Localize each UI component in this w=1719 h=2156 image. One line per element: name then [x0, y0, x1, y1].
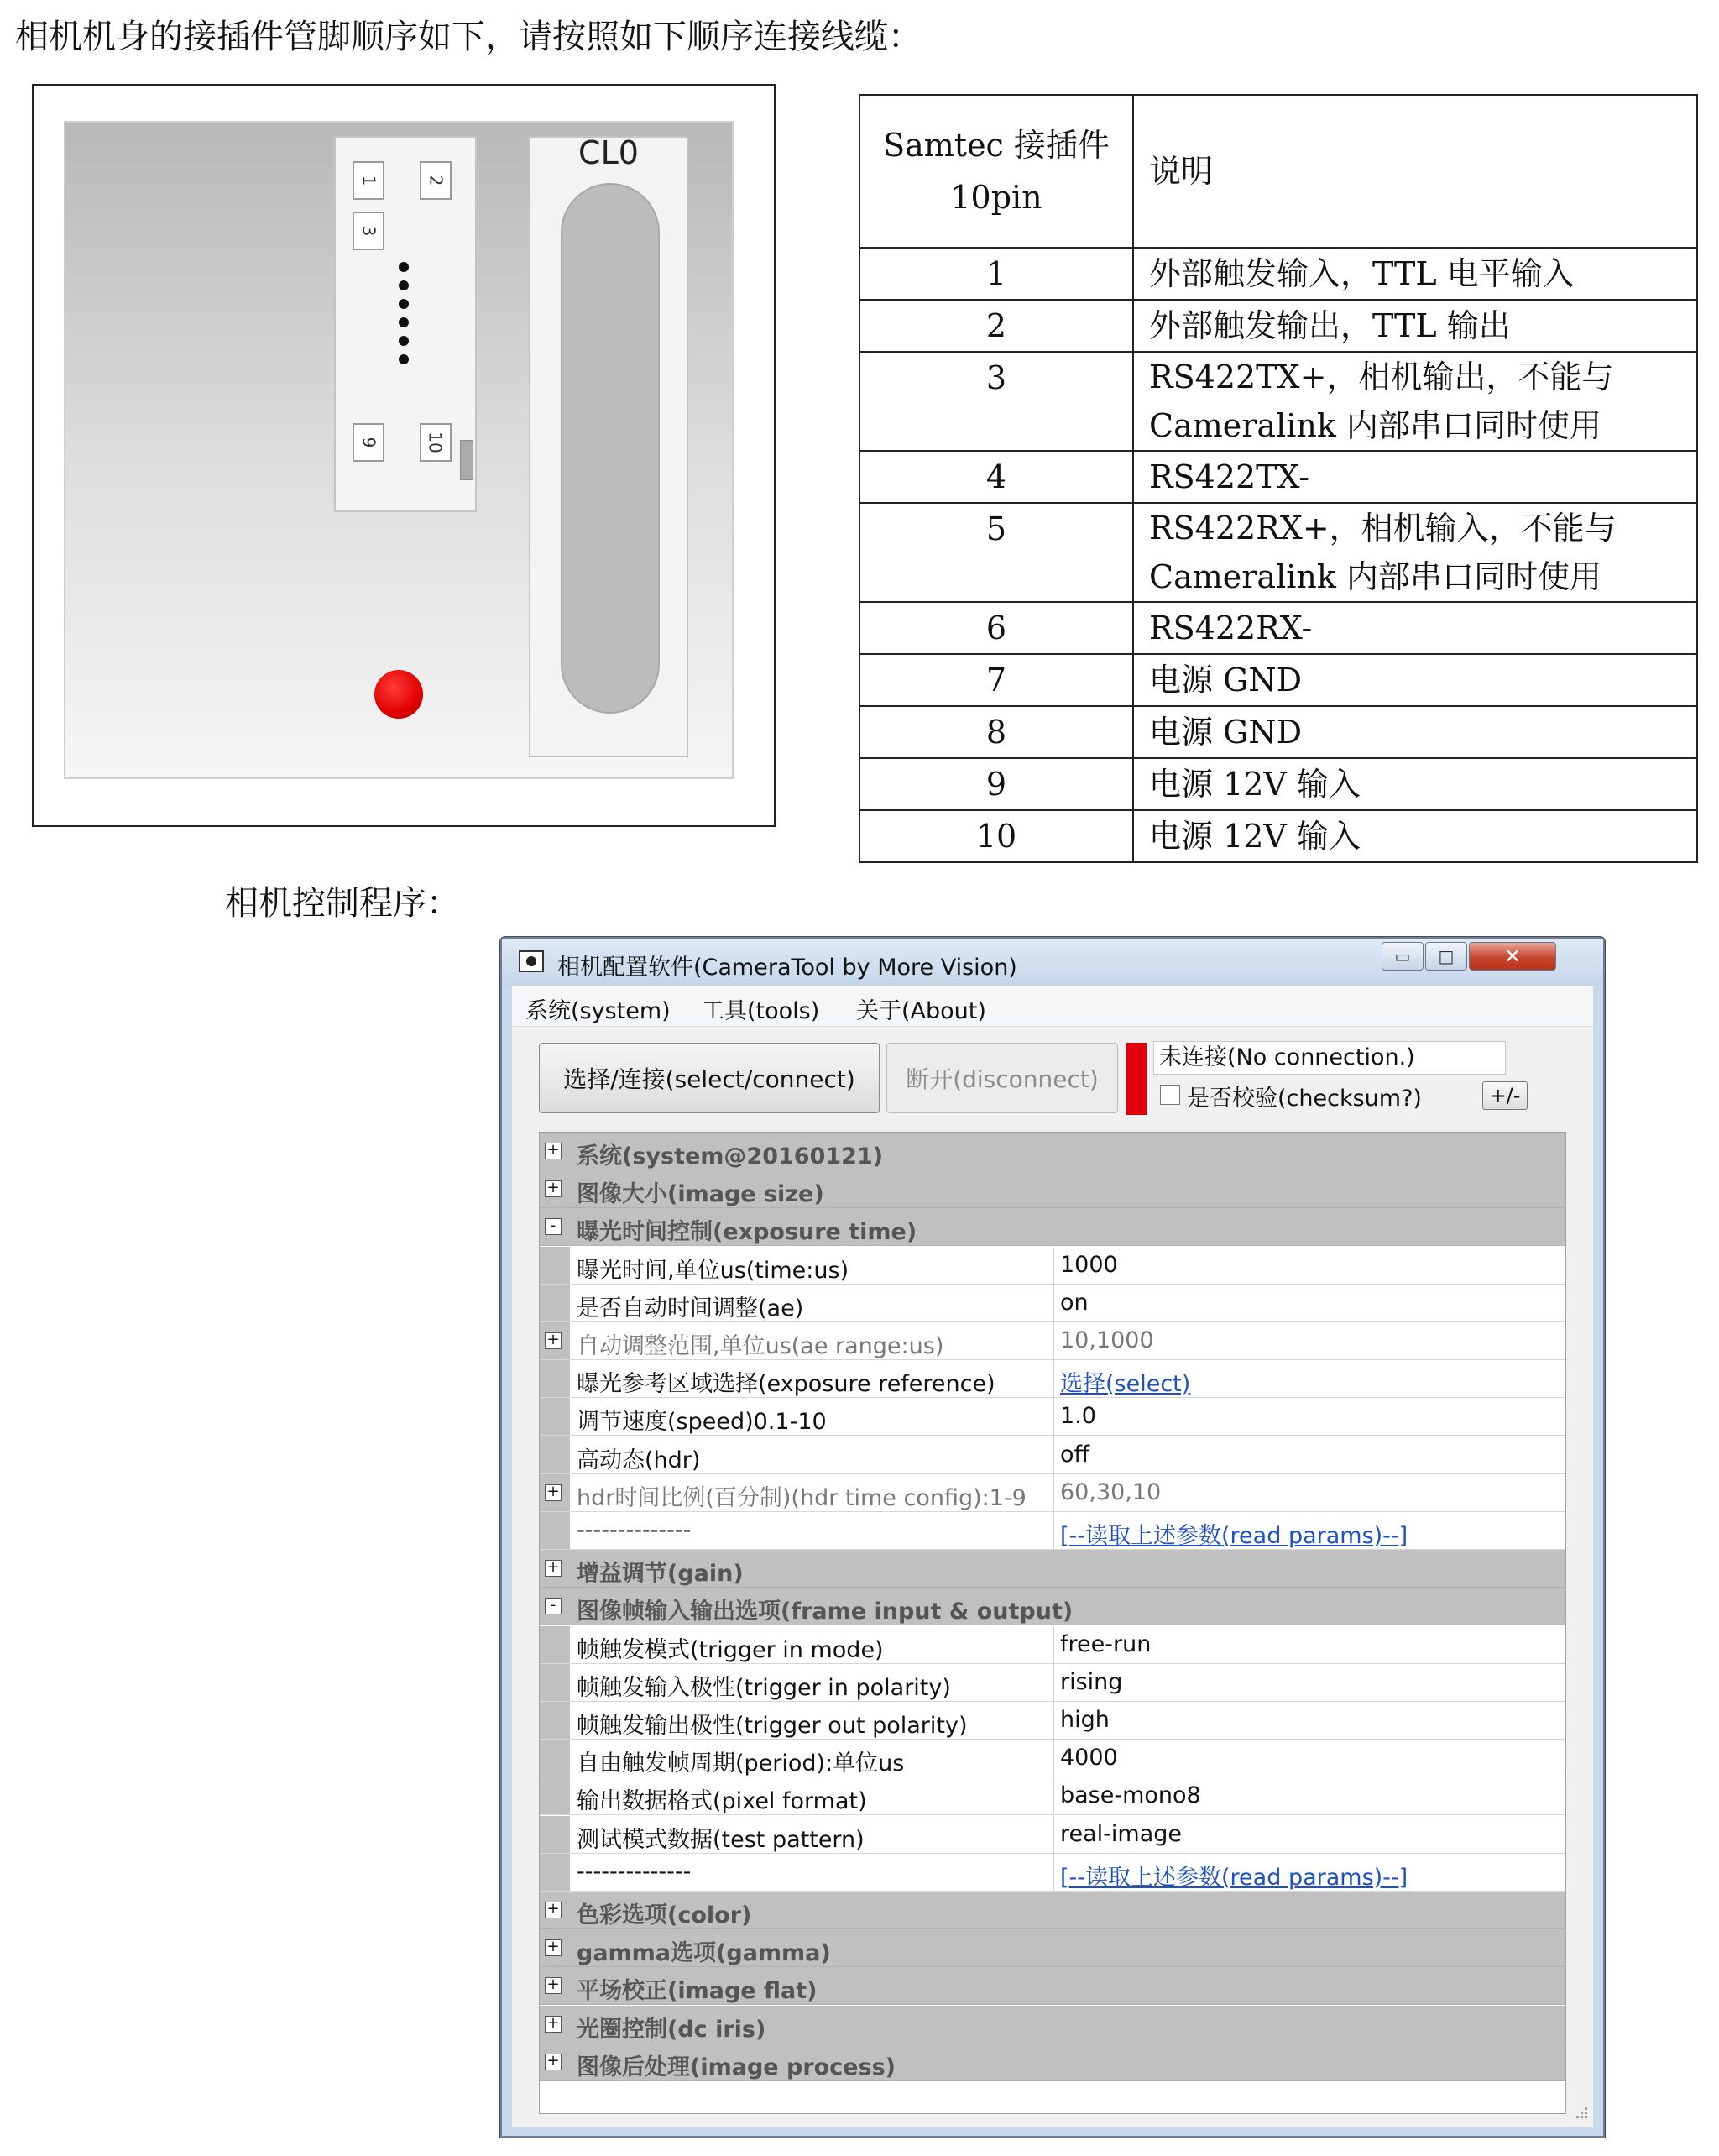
property-name: 自动调整范围,单位us(ae range:us): [577, 1333, 944, 1359]
pin-description: RS422TX+，相机输出，不能与 Cameralink 内部串口同时使用: [1133, 352, 1697, 451]
grid-category-row[interactable]: [540, 1929, 1565, 1967]
page-heading: 相机机身的接插件管脚顺序如下，请按照如下顺序连接线缆：: [15, 18, 922, 56]
pin-number: 2: [860, 300, 1133, 352]
property-name: 增益调节(gain): [577, 1561, 744, 1588]
pin-number: 1: [860, 248, 1133, 300]
grid-property-row[interactable]: [540, 1247, 1565, 1285]
expand-icon[interactable]: +: [545, 1902, 562, 1918]
pin-description: 外部触发输出，TTL 输出: [1133, 300, 1697, 352]
pin-dot: [399, 280, 409, 290]
pin-table-row: [860, 602, 1697, 654]
title-bar[interactable]: [502, 939, 1603, 986]
section-heading: 相机控制程序：: [225, 884, 460, 923]
row-gutter: [540, 1854, 570, 1891]
property-name: --------------: [577, 1858, 692, 1885]
checksum-label[interactable]: 是否校验(checksum?): [1187, 1086, 1422, 1112]
row-gutter: [540, 1816, 570, 1853]
property-value[interactable]: on: [1060, 1289, 1089, 1316]
expand-icon[interactable]: +: [545, 1143, 562, 1159]
grid-property-row[interactable]: [540, 1474, 1565, 1512]
grid-property-row[interactable]: [540, 1398, 1565, 1436]
pin-description: 电源 GND: [1133, 654, 1697, 706]
property-name: 图像后处理(image process): [577, 2054, 896, 2080]
expand-icon[interactable]: +: [545, 2016, 562, 2033]
minimize-button[interactable]: ▭: [1382, 942, 1424, 971]
pin-label-2: 2: [420, 161, 452, 200]
camera-tool-window: [500, 937, 1605, 2138]
property-name: 自由触发帧周期(period):单位us: [577, 1750, 905, 1777]
row-gutter: [540, 1740, 570, 1777]
connect-button[interactable]: 选择/连接(select/connect): [539, 1043, 880, 1113]
maximize-button[interactable]: □: [1425, 942, 1467, 971]
pin-table-row: [860, 758, 1697, 810]
pin-number: 4: [860, 451, 1133, 503]
column-divider: [1053, 1702, 1054, 1739]
collapse-icon[interactable]: -: [545, 1218, 562, 1235]
grid-category-row[interactable]: [540, 1133, 1565, 1170]
pin-description: RS422TX-: [1133, 451, 1697, 503]
pin-label-9: 9: [353, 423, 384, 462]
column-divider: [1053, 1854, 1054, 1891]
window-client-area: [512, 986, 1593, 2127]
row-gutter: [540, 1285, 570, 1321]
column-divider: [1053, 1285, 1054, 1321]
property-value[interactable]: 4000: [1060, 1745, 1118, 1771]
pin-table-header-pin: Samtec 接插件 10pin: [860, 95, 1133, 248]
column-divider: [1053, 1247, 1054, 1284]
property-value[interactable]: 10,1000: [1060, 1327, 1154, 1353]
grid-property-row[interactable]: [540, 1322, 1565, 1360]
property-grid: [539, 1132, 1566, 2114]
pin-table-row: [860, 352, 1697, 451]
grid-property-row[interactable]: [540, 1664, 1565, 1702]
disconnect-button[interactable]: 断开(disconnect): [886, 1043, 1118, 1113]
cameralink-label: CL0: [578, 134, 639, 171]
expand-icon[interactable]: +: [545, 1977, 562, 1994]
row-gutter: [540, 1247, 570, 1284]
property-value[interactable]: high: [1060, 1707, 1110, 1733]
column-divider: [1053, 1626, 1054, 1663]
pin-table-row: [860, 706, 1697, 758]
column-divider: [1053, 1740, 1054, 1777]
pin-dot: [399, 317, 409, 327]
property-name: 帧触发模式(trigger in mode): [577, 1636, 884, 1663]
grid-category-row[interactable]: [540, 1892, 1565, 1929]
grid-property-row[interactable]: [540, 1777, 1565, 1815]
menu-about[interactable]: 关于(About): [856, 998, 986, 1024]
connection-status-indicator: [1126, 1043, 1147, 1115]
column-divider: [1053, 1436, 1054, 1473]
property-value[interactable]: real-image: [1060, 1820, 1183, 1847]
column-divider: [1053, 1816, 1054, 1853]
property-name: 光圈控制(dc iris): [577, 2016, 766, 2043]
property-link[interactable]: [--读取上述参数(read params)--]: [1060, 1523, 1408, 1549]
pin-description: RS422RX+，相机输入，不能与 Cameralink 内部串口同时使用: [1133, 503, 1697, 602]
menu-tools[interactable]: 工具(tools): [702, 998, 820, 1024]
pin-description: 外部触发输入，TTL 电平输入: [1133, 248, 1697, 300]
resize-grip-icon[interactable]: [1571, 2102, 1588, 2119]
grid-category-row[interactable]: [540, 1550, 1565, 1588]
pin-table-row: [860, 654, 1697, 706]
pin-number: 8: [860, 706, 1133, 758]
pin-dot: [399, 354, 409, 364]
property-name: 曝光时间控制(exposure time): [577, 1219, 917, 1246]
property-name: gamma选项(gamma): [577, 1940, 831, 1967]
expand-icon[interactable]: +: [545, 1939, 562, 1956]
pin-number: 10: [860, 810, 1133, 862]
column-divider: [1053, 1777, 1054, 1814]
grid-property-row[interactable]: [540, 1436, 1565, 1474]
grid-category-row[interactable]: [540, 2043, 1565, 2081]
pin-number: 7: [860, 654, 1133, 706]
grid-category-row[interactable]: [540, 1967, 1565, 2005]
grid-category-row[interactable]: [540, 1208, 1565, 1246]
pin-description: 电源 GND: [1133, 706, 1697, 758]
property-name: 曝光参考区域选择(exposure reference): [577, 1371, 995, 1398]
property-name: 色彩选项(color): [577, 1902, 752, 1928]
pin-dot: [399, 299, 409, 309]
expand-icon[interactable]: +: [545, 2054, 562, 2070]
grid-category-row[interactable]: [540, 2006, 1565, 2043]
pin-table-row: [860, 300, 1697, 352]
property-value[interactable]: 60,30,10: [1060, 1478, 1162, 1505]
pin-table-row: [860, 248, 1697, 300]
pin-number: 3: [860, 352, 1133, 451]
column-divider: [1053, 1664, 1054, 1701]
pin-number: 5: [860, 503, 1133, 602]
property-name: --------------: [577, 1517, 692, 1543]
property-link[interactable]: [--读取上述参数(read params)--]: [1060, 1864, 1408, 1891]
pin-table-row: [860, 451, 1697, 503]
property-name: 图像帧输入输出选项(frame input & output): [577, 1599, 1074, 1625]
property-value[interactable]: free-run: [1060, 1630, 1152, 1657]
grid-property-row[interactable]: [540, 1702, 1565, 1740]
property-name: 输出数据格式(pixel format): [577, 1788, 867, 1815]
close-button[interactable]: ✕: [1469, 942, 1556, 971]
pin-label-3: 3: [353, 212, 384, 250]
grid-category-row[interactable]: [540, 1170, 1565, 1208]
pin-number: 6: [860, 602, 1133, 654]
grid-property-row[interactable]: [540, 1626, 1565, 1664]
row-gutter: [540, 1436, 570, 1473]
cameralink-slot: [561, 183, 660, 714]
property-value[interactable]: 1.0: [1060, 1403, 1096, 1430]
camera-app-icon: [519, 950, 544, 972]
plus-minus-button[interactable]: +/-: [1482, 1081, 1528, 1110]
pin-dot: [399, 262, 409, 272]
column-divider: [1053, 1322, 1054, 1359]
grid-property-row[interactable]: [540, 1816, 1565, 1854]
pin-table: [859, 94, 1698, 863]
property-name: 系统(system@20160121): [577, 1143, 884, 1170]
pin-label-10: 10: [420, 423, 452, 462]
grid-property-row[interactable]: [540, 1285, 1565, 1322]
property-name: 帧触发输入极性(trigger in polarity): [577, 1674, 951, 1701]
row-gutter: [540, 1360, 570, 1397]
expand-icon[interactable]: +: [545, 1484, 562, 1501]
property-link[interactable]: 选择(select): [1060, 1371, 1191, 1398]
expand-icon[interactable]: +: [545, 1332, 562, 1349]
pin-number: 9: [860, 758, 1133, 810]
connection-status-text: 未连接(No connection.): [1153, 1041, 1506, 1075]
pin-table-row: [860, 810, 1697, 862]
pin-table-row: [860, 503, 1697, 602]
property-name: 是否自动时间调整(ae): [577, 1295, 804, 1321]
row-gutter: [540, 1626, 570, 1663]
pin-dot: [399, 336, 409, 346]
status-led: [374, 670, 423, 719]
grid-property-row[interactable]: [540, 1854, 1565, 1892]
row-gutter: [540, 1777, 570, 1814]
property-name: 帧触发输出极性(trigger out polarity): [577, 1713, 968, 1739]
collapse-icon[interactable]: -: [545, 1598, 562, 1614]
property-value[interactable]: off: [1060, 1441, 1090, 1468]
property-value[interactable]: base-mono8: [1060, 1782, 1201, 1809]
pin-description: 电源 12V 输入: [1133, 758, 1697, 810]
column-divider: [1053, 1512, 1054, 1549]
menu-system[interactable]: 系统(system): [525, 998, 671, 1024]
row-gutter: [540, 1702, 570, 1739]
property-name: 高动态(hdr): [577, 1447, 701, 1473]
grid-property-row[interactable]: [540, 1512, 1565, 1550]
checksum-checkbox[interactable]: [1160, 1085, 1180, 1105]
connector-latch: [460, 440, 473, 480]
column-divider: [1053, 1398, 1054, 1435]
window-title: 相机配置软件(CameraTool by More Vision): [557, 955, 1017, 981]
property-name: 调节速度(speed)0.1-10: [577, 1409, 827, 1436]
pin-description: 电源 12V 输入: [1133, 810, 1697, 862]
property-name: 测试模式数据(test pattern): [577, 1826, 865, 1853]
property-name: hdr时间比例(百分制)(hdr time config):1-9: [577, 1484, 1027, 1511]
pin-label-1: 1: [353, 161, 384, 200]
property-value[interactable]: rising: [1060, 1668, 1123, 1695]
row-gutter: [540, 1398, 570, 1435]
grid-property-row[interactable]: [540, 1740, 1565, 1777]
menu-bar: [512, 986, 1593, 1027]
expand-icon[interactable]: +: [545, 1180, 562, 1197]
property-name: 图像大小(image size): [577, 1181, 824, 1208]
property-value[interactable]: 1000: [1060, 1251, 1118, 1278]
grid-category-row[interactable]: [540, 1588, 1565, 1625]
samtec-connector: [334, 136, 477, 512]
row-gutter: [540, 1664, 570, 1701]
expand-icon[interactable]: +: [545, 1560, 562, 1577]
grid-property-row[interactable]: [540, 1360, 1565, 1398]
row-gutter: [540, 1512, 570, 1549]
property-name: 平场校正(image flat): [577, 1978, 818, 2005]
column-divider: [1053, 1474, 1054, 1511]
property-name: 曝光时间,单位us(time:us): [577, 1257, 849, 1284]
pin-table-header-desc: 说明: [1133, 95, 1697, 248]
column-divider: [1053, 1360, 1054, 1397]
pin-description: RS422RX-: [1133, 602, 1697, 654]
